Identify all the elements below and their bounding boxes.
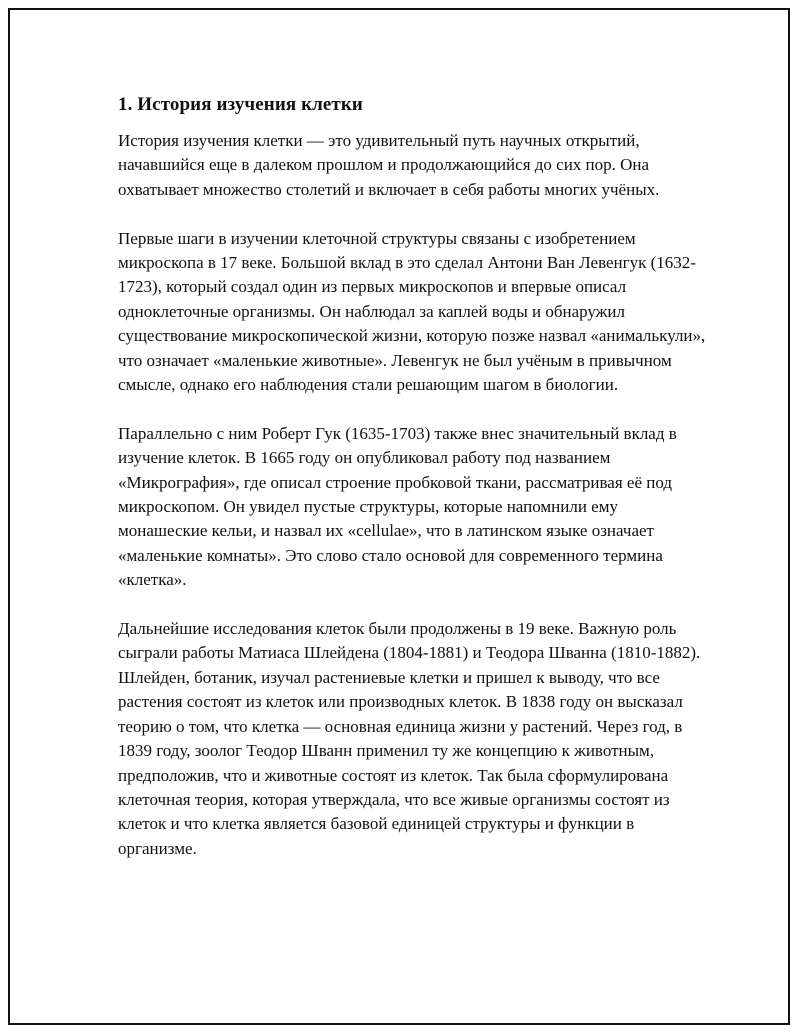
paragraph-hooke: Параллельно с ним Роберт Гук (1635-1703) также внес значительный вклад в изучение клеток. В 1665 году он опубликовал работу под названием «Микрография», где описал строение пробковой ткани, рассматривая её под микроскопом. Он увидел пустые структуры, которые напомнили ему монашеские кельи, и назвал их «cellulae», что в латинском языке означает «маленькие комнаты». Это слово стало основой для современного термина «клетка». [118, 423, 677, 590]
paragraph-leeuwenhoek: Первые шаги в изучении клеточной структуры связаны с изобретением микроскопа в 17 веке. Большой вклад в это сделал Антони Ван Левенгук (1632-1723), который создал один из первых микроскопов и впервые описал одноклеточные организмы. Он наблюдал за каплей воды и обнаружил существование микроскопической жизни, которую позже назвал «анималькули», что означает «маленькие животные». Левенгук не был учёным в привычном смысле, однако его наблюдения стали решающим шагом в биологии. [118, 228, 706, 395]
section-heading: 1. История изучения клетки [118, 94, 363, 115]
paragraph-intro: История изучения клетки — это удивительный путь научных открытий, начавшийся еще в далеком прошлом и продолжающийся до сих пор. Она охватывает множество столетий и включает в себя работы многих учёных. [118, 131, 660, 199]
document-body [118, 93, 708, 886]
paragraph-cell-theory: Дальнейшие исследования клеток были продолжены в 19 веке. Важную роль сыграли работы Матиаса Шлейдена (1804-1881) и Теодора Шванна (1810-1882). Шлейден, ботаник, изучал растениевые клетки и пришел к выводу, что все растения состоят из клеток или производных клеток. В 1838 году он высказал теорию о том, что клетка — основная единица жизни у растений. Через год, в 1839 году, зоолог Теодор Шванн применил ту же концепцию к животным, предположив, что и животные состоят из клеток. Так была сформулирована клеточная теория, которая утверждала, что все живые организмы состоят из клеток и что клетка является базовой единицей структуры и функции в организме. [118, 619, 701, 858]
